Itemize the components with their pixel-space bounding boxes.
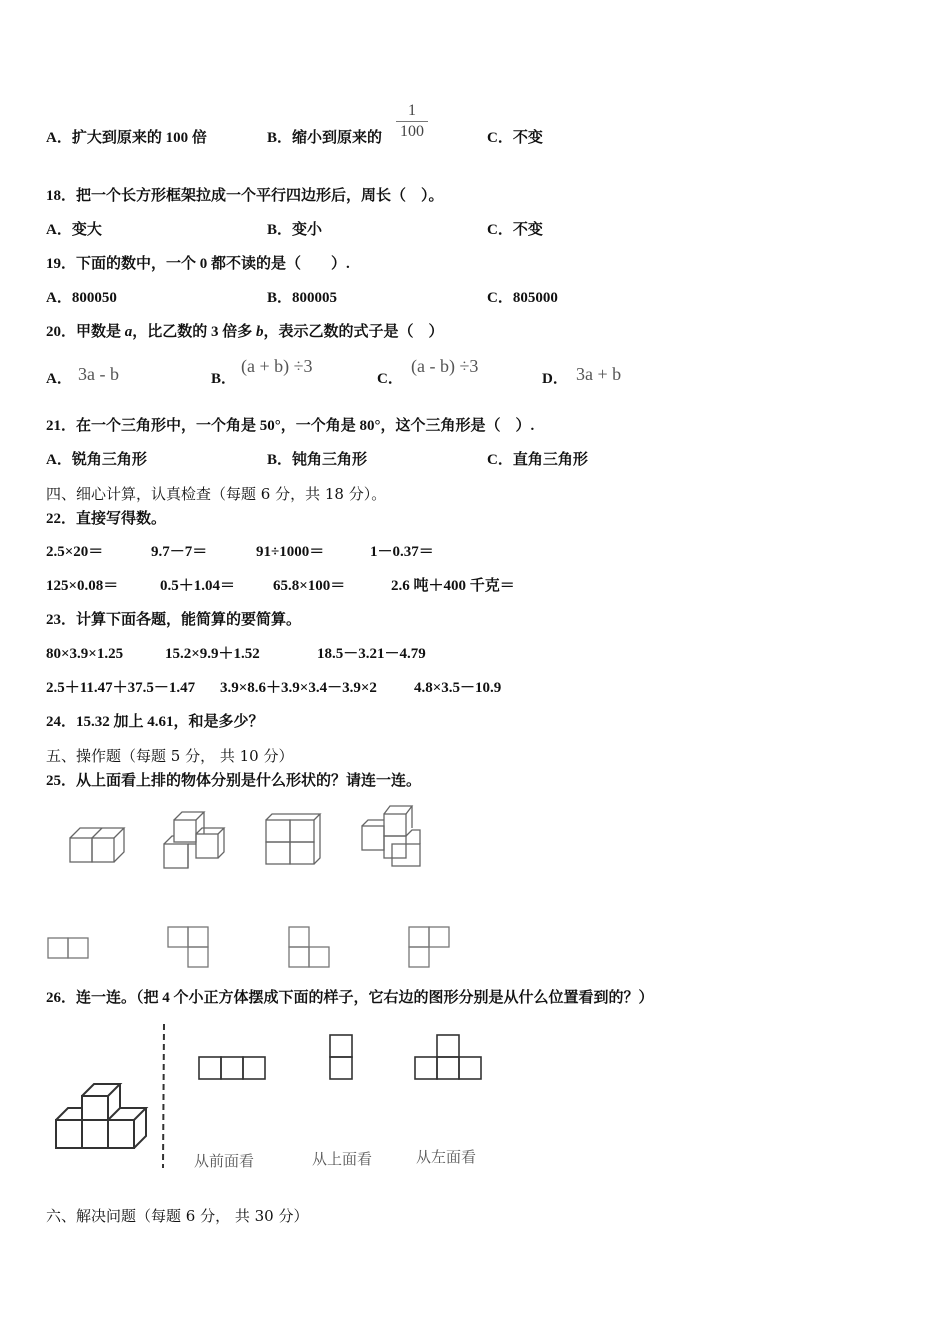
q17-option-b: B．缩小到原来的 [267,130,383,146]
top-view-3 [286,924,332,970]
cube-stack-figure [50,1076,154,1156]
q17-option-c: C．不变 [487,130,543,146]
fraction-bar [396,121,428,122]
q19-option-a: A．800050 [46,290,117,306]
q20-label-a: A． [46,371,72,387]
q19-option-c: C．805000 [487,290,558,306]
fraction-denominator: 100 [400,123,424,140]
q22-item: 91÷1000＝ [256,544,325,560]
q22-item: 65.8×100＝ [273,578,346,594]
q23-item: 2.5＋11.47＋37.5－1.47 [46,680,196,696]
q22-item: 125×0.08＝ [46,578,119,594]
q21-option-a: A．锐角三角形 [46,452,147,468]
q25-question: 25．从上面看上排的物体分别是什么形状的？请连一连。 [46,773,422,789]
q18-option-a: A．变大 [46,222,102,238]
q20-expr-a: 3a - b [78,364,119,384]
q19-question: 19．下面的数中，一个 0 都不读的是（ ）. [46,256,350,272]
q21-option-b: B．钝角三角形 [267,452,368,468]
q26-question: 26．连一连。（把 4 个小正方体摆成下面的样子，它右边的图形分别是从什么位置看到的？） [46,990,654,1006]
q17-fraction [396,102,428,141]
q20-expr-b: (a + b) ÷3 [241,356,313,376]
q20-label-b: B． [211,371,237,387]
q20-expr-d: 3a + b [576,364,622,384]
q23-item: 15.2×9.9＋1.52 [165,646,260,662]
q20-question: 20．甲数是 a，比乙数的 3 倍多 b，表示乙数的式子是（ ） [46,324,444,340]
q20-label-c: C． [377,371,403,387]
section5-title: 五、操作题（每题 5 分， 共 10 分） [46,747,294,765]
top-view-grid [326,1032,356,1082]
caption-left: 从左面看 [416,1148,477,1166]
cube-figure-2 [158,808,230,872]
q22-item: 2.5×20＝ [46,544,104,560]
q23-item: 4.8×3.5－10.9 [414,680,502,696]
q21-question: 21．在一个三角形中，一个角是 50°，一个角是 80°，这个三角形是（ ）. [46,418,535,434]
q22-item: 1－0.37＝ [370,544,434,560]
section4-title: 四、细心计算，认真检查（每题 6 分，共 18 分）。 [46,485,387,503]
var-b: b [256,324,264,340]
cube-figure-3 [260,808,326,870]
q23-question: 23．计算下面各题，能简算的要简算。 [46,612,302,628]
left-view-grid [412,1032,484,1082]
q23-item: 80×3.9×1.25 [46,646,124,662]
q19-option-b: B．800005 [267,290,338,306]
cube-figure-4 [356,800,428,870]
q22-item: 9.7－7＝ [151,544,208,560]
q17-option-a: A．扩大到原来的 100 倍 [46,130,207,146]
caption-front: 从前面看 [194,1152,255,1170]
q22-question: 22．直接写得数。 [46,511,167,527]
q18-question: 18．把一个长方形框架拉成一个平行四边形后，周长（ ）。 [46,188,444,204]
q20-label-d: D． [542,371,568,387]
var-a: a [124,324,133,340]
top-view-1 [46,934,92,962]
front-view-grid [196,1054,268,1082]
top-view-4 [406,924,452,970]
q18-option-c: C．不变 [487,222,543,238]
dashed-divider [160,1022,170,1170]
section6-title: 六、解决问题（每题 6 分， 共 30 分） [46,1207,309,1225]
q22-item: 0.5＋1.04＝ [160,578,236,594]
q18-option-b: B．变小 [267,222,323,238]
caption-top: 从上面看 [312,1150,373,1168]
q20-expr-c: (a - b) ÷3 [411,356,479,376]
cube-figure-1 [60,820,130,870]
q23-item: 3.9×8.6＋3.9×3.4－3.9×2 [220,680,377,696]
q24-question: 24．15.32 加上 4.61，和是多少？ [46,714,264,730]
q22-item: 2.6 吨＋400 千克＝ [391,578,515,594]
fraction-numerator: 1 [408,102,416,119]
top-view-2 [165,924,211,970]
q21-option-c: C．直角三角形 [487,452,588,468]
q23-item: 18.5－3.21－4.79 [317,646,426,662]
